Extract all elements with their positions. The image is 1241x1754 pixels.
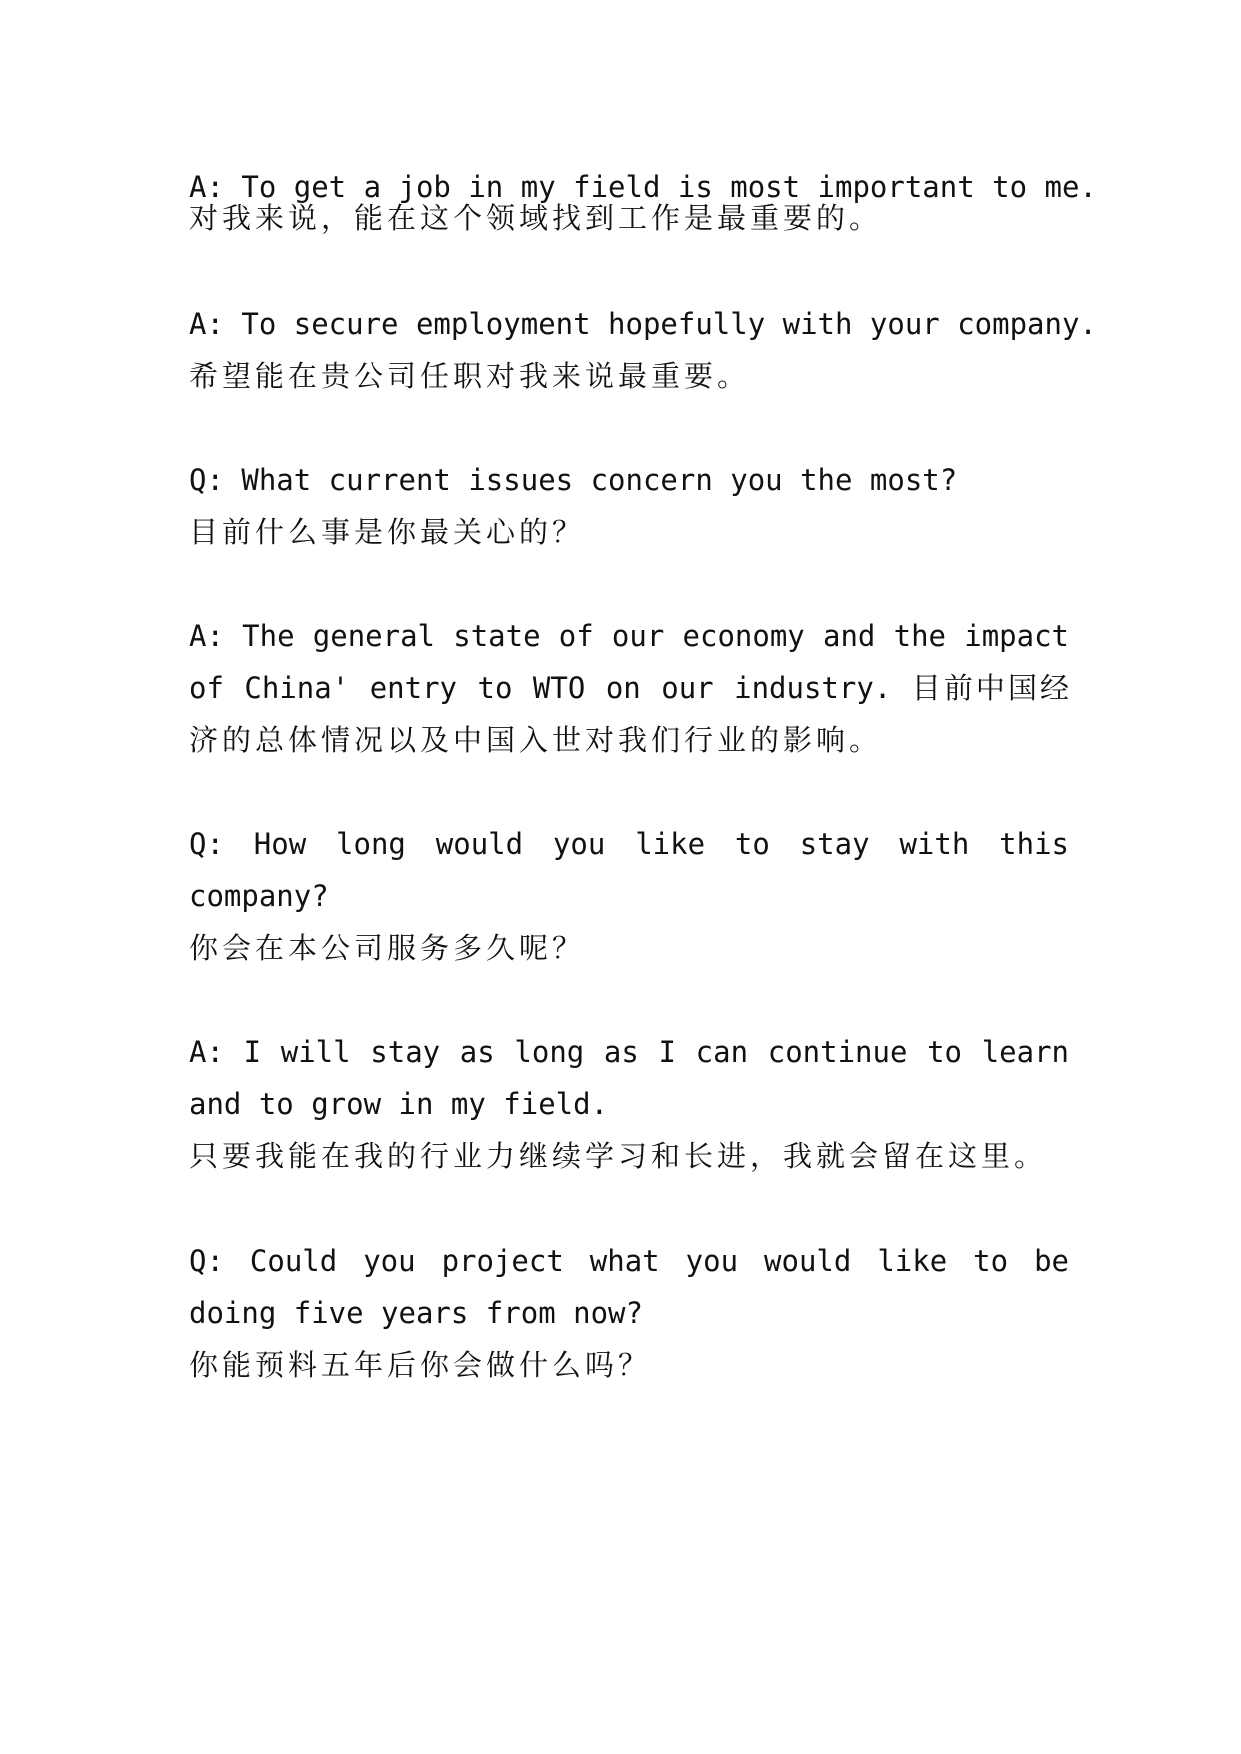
translation-line: 目前什么事是你最关心的？ [189, 515, 586, 549]
answer-line: of China' entry to WTO on our industry. 目前中国经 [189, 671, 1069, 705]
question-line: Q: Could you project what you would like to be [189, 1244, 1069, 1278]
translation-line: 济的总体情况以及中国入世对我们行业的影响。 [189, 723, 883, 757]
translation-line: 希望能在贵公司任职对我来说最重要。 [189, 359, 751, 393]
translation-line: 只要我能在我的行业力继续学习和长进，我就会留在这里。 [189, 1139, 1048, 1173]
translation-line: 你能预料五年后你会做什么吗？ [189, 1348, 652, 1382]
translation-line: 你会在本公司服务多久呢？ [189, 931, 586, 965]
answer-line: A: The general state of our economy and the impact [189, 619, 1069, 653]
question-line: Q: How long would you like to stay with this [189, 827, 1069, 861]
question-line: company? [189, 879, 329, 913]
answer-line: and to grow in my field. [189, 1087, 609, 1121]
question-line: Q: What current issues concern you the most? [189, 463, 958, 497]
answer-line: A: I will stay as long as I can continue to learn [189, 1035, 1069, 1069]
answer-line: A: To get a job in my field is most important to me. [189, 170, 1097, 204]
answer-line: A: To secure employment hopefully with your company. [189, 307, 1097, 341]
question-line: doing five years from now? [189, 1296, 643, 1330]
translation-line: 对我来说，能在这个领域找到工作是最重要的。 [189, 201, 883, 235]
